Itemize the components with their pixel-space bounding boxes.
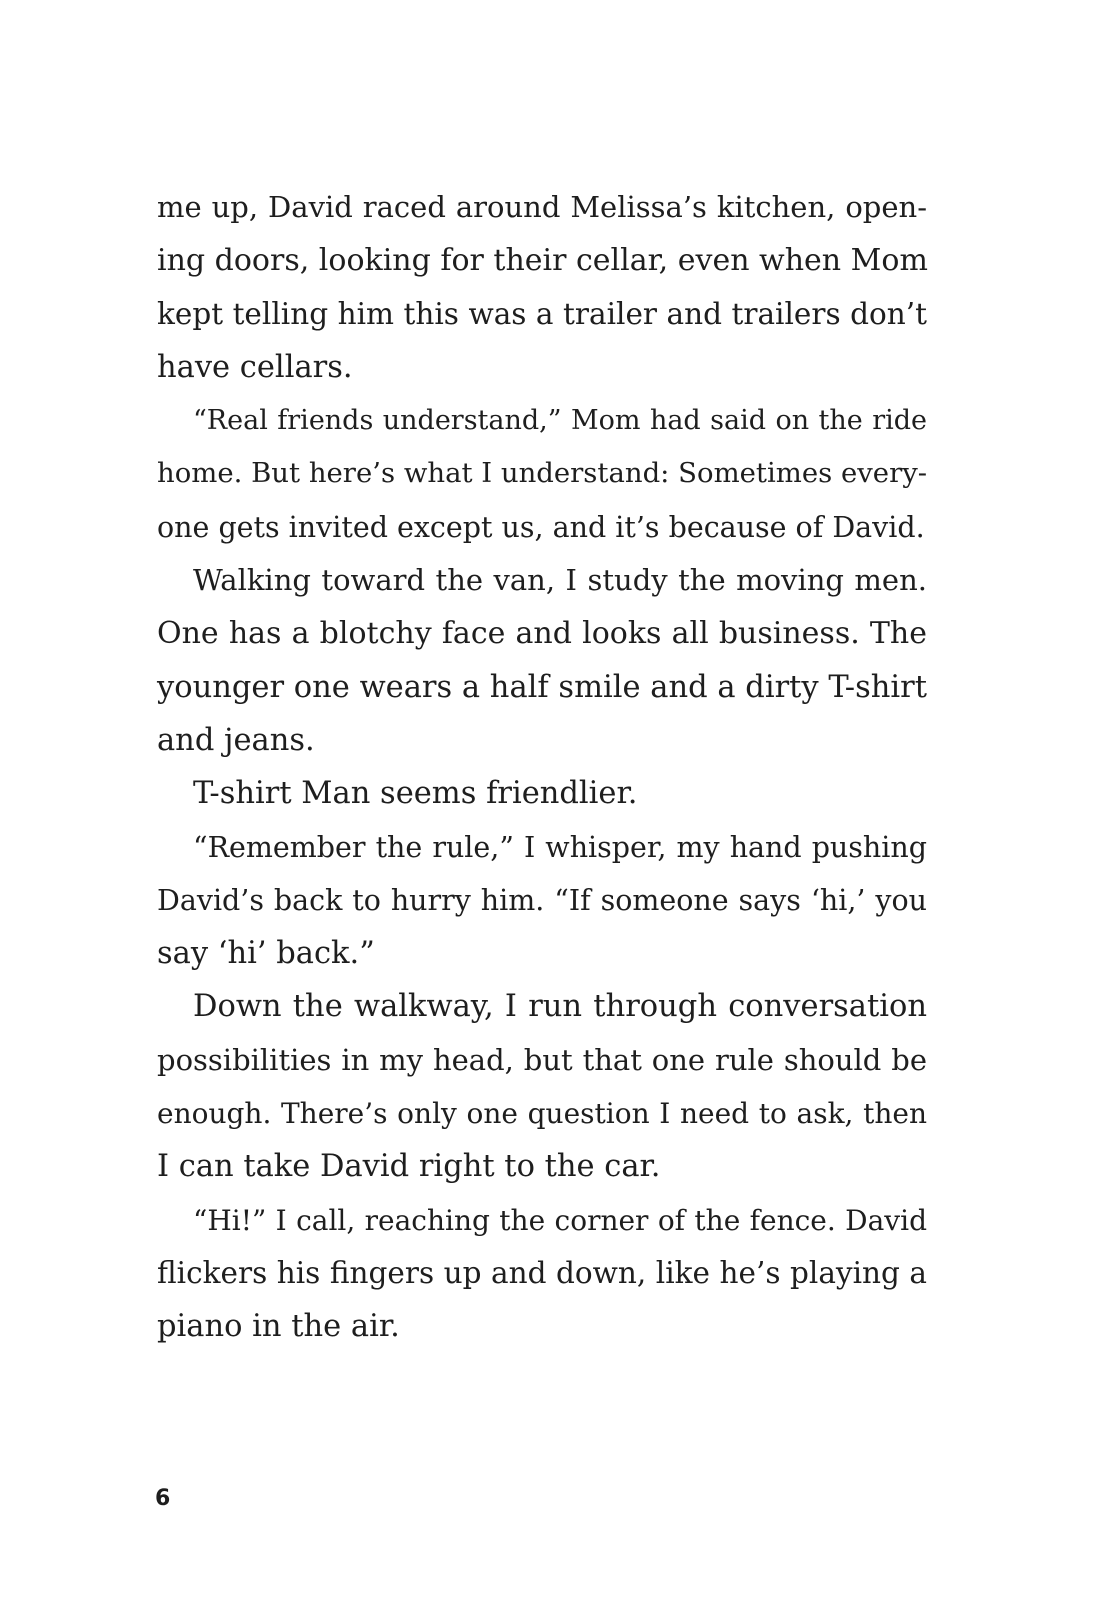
text-line: say ‘hi’ back.”	[157, 936, 375, 972]
paragraph	[157, 821, 927, 981]
text-line: David’s back to hurry him. “If someone says ‘hi,’ you	[157, 883, 927, 917]
paragraph	[157, 181, 927, 394]
text-line: me up, David raced around Melissa’s kitchen, open-	[157, 190, 927, 224]
text-line: “Real friends understand,” Mom had said on the ride	[193, 405, 927, 437]
paragraph	[157, 554, 927, 767]
text-line: home. But here’s what I understand: Sometimes every-	[157, 457, 928, 490]
paragraph	[157, 1194, 927, 1354]
text-line: and jeans.	[157, 722, 315, 758]
paragraph	[157, 394, 927, 554]
text-line: flickers his fingers up and down, like he’s playing a	[157, 1255, 927, 1290]
text-line: piano in the air.	[157, 1309, 400, 1345]
text-line: ing doors, looking for their cellar, even when Mom	[157, 243, 928, 279]
page-number: 6	[155, 1486, 171, 1511]
body-text	[157, 181, 927, 1354]
text-line: One has a blotchy face and looks all business. The	[157, 616, 927, 652]
text-line: kept telling him this was a trailer and trailers don’t	[157, 296, 927, 331]
text-line: “Remember the rule,” I whisper, my hand pushing	[193, 830, 927, 864]
text-line: possibilities in my head, but that one rule should be	[157, 1042, 927, 1077]
text-line: Down the walkway, I run through conversation	[193, 989, 927, 1025]
paragraph	[157, 767, 927, 820]
text-line: T-shirt Man seems friendlier.	[193, 776, 638, 812]
text-line: have cellars.	[157, 349, 353, 385]
text-line: I can take David right to the car.	[157, 1149, 661, 1185]
text-line: Walking toward the van, I study the moving men.	[193, 563, 927, 598]
text-line: younger one wears a half smile and a dirty T-shirt	[157, 669, 927, 705]
text-line: one gets invited except us, and it’s because of David.	[157, 510, 925, 544]
paragraph	[157, 980, 927, 1193]
text-line: enough. There’s only one question I need to ask, then	[157, 1097, 927, 1131]
text-line: “Hi!” I call, reaching the corner of the fence. David	[193, 1203, 927, 1237]
